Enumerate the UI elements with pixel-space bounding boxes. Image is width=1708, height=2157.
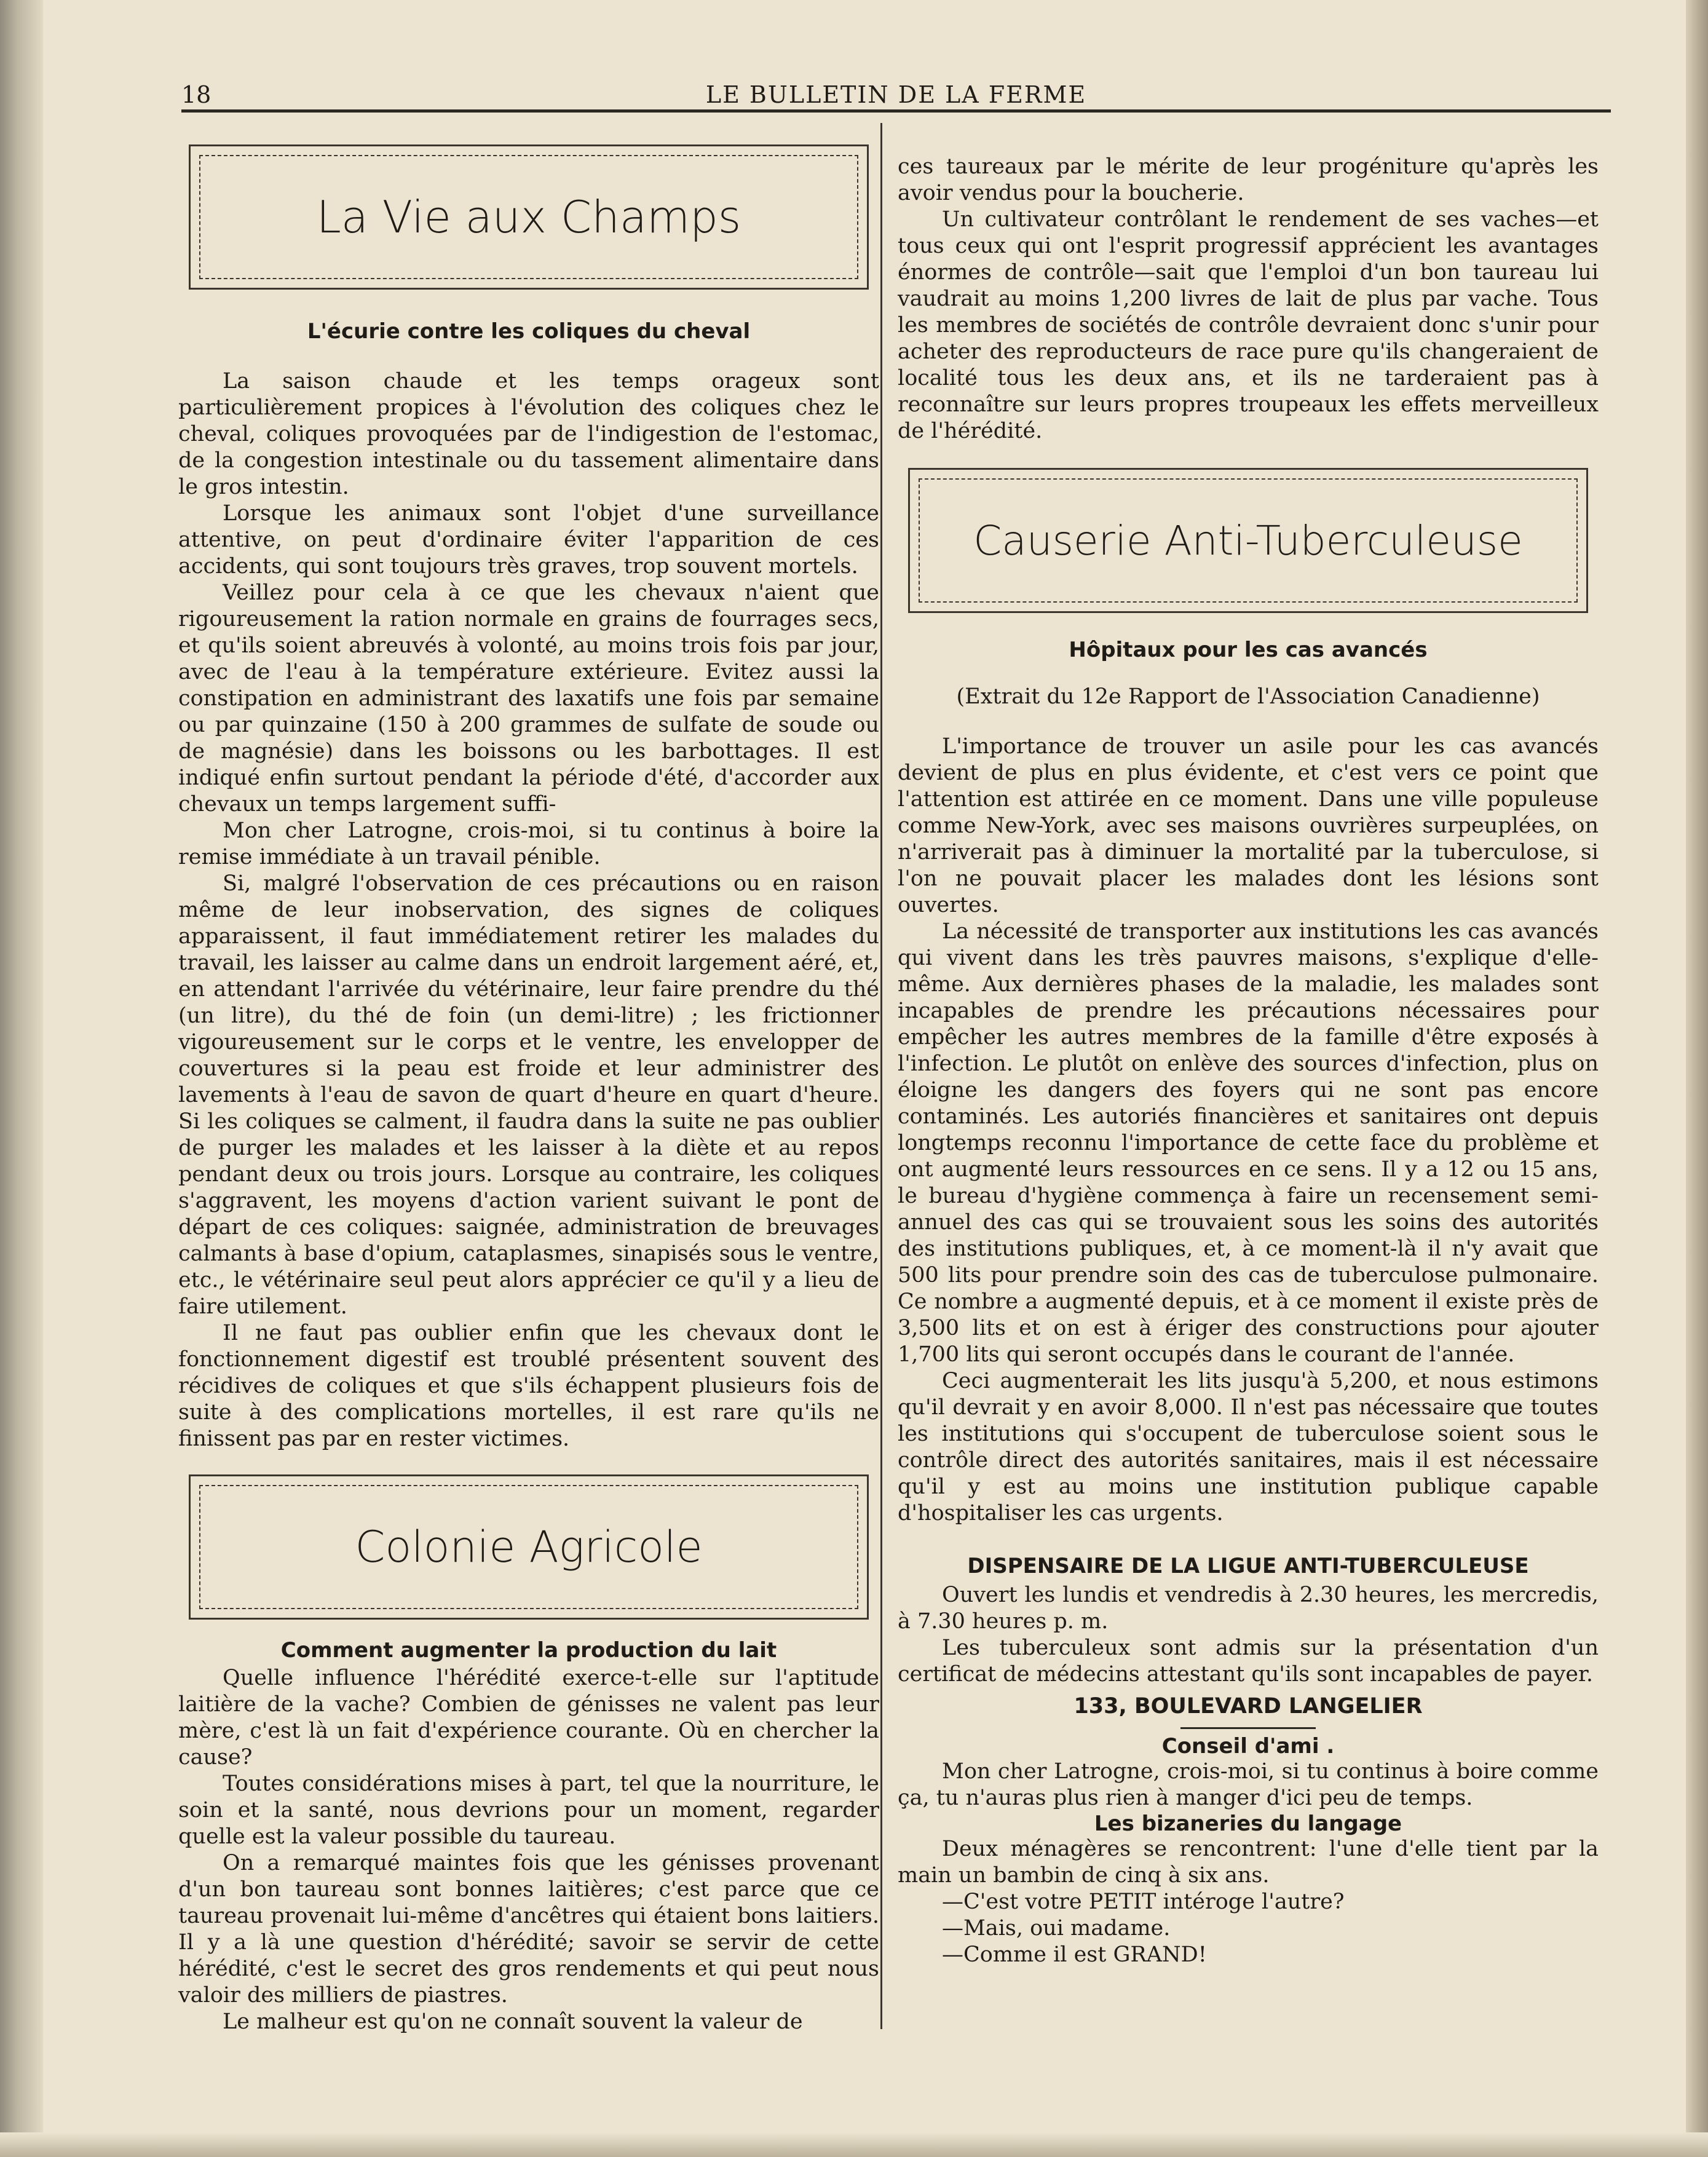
page-header (181, 74, 1611, 108)
article-paragraph: Quelle influence l'hérédité exerce-t-elle sur l'aptitude laitière de la vache? Combien de génisses ne valent pas leur mère, c'est là un fait d'expérience courante. Où en chercher la cause? (178, 1666, 879, 1770)
page-binding-shadow (0, 0, 43, 2157)
article-paragraph: ces taureaux par le mérite de leur progéniture qu'après les avoir vendus pour la boucherie. (898, 154, 1599, 205)
page-number: 18 (181, 81, 212, 108)
page-bottom-edge (0, 2132, 1708, 2157)
separator-rule (1180, 1727, 1316, 1729)
section-title: Causerie Anti-Tuberculeuse (973, 516, 1523, 564)
conseil-text: Mon cher Latrogne, crois-moi, si tu continus à boire comme ça, tu n'auras plus rien à manger d'ici peu de temps. (898, 1759, 1599, 1810)
dispensary-heading: DISPENSAIRE DE LA LIGUE ANTI-TUBERCULEUSE (967, 1554, 1529, 1578)
article-paragraph: L'importance de trouver un asile pour les cas avancés devient de plus en plus évidente, et c'est vers ce point que l'attention est attirée en ce moment. Dans une ville populeuse comme New-York, avec ses maisons ouvrières surpeuplées, on n'arriverait pas à diminuer la mortalité par la tuberculose, si l'on ne pouvait placer les malades dont les lésions sont ouvertes. (898, 734, 1599, 917)
dialogue-line: —Comme il est GRAND! (942, 1942, 1207, 1967)
dialogue-line: —C'est votre PETIT intéroge l'autre? (942, 1890, 1345, 1914)
conseil-heading: Conseil d'ami . (1161, 1734, 1335, 1759)
article-heading: Hôpitaux pour les cas avancés (1069, 638, 1428, 662)
column-divider (880, 123, 882, 2029)
article-paragraph: Ceci augmenterait les lits jusqu'à 5,200, et nous estimons qu'il devrait y en avoir 8,000. Il n'est pas nécessaire que toutes les institutions qui s'occupent de tuberculose soient sous le contrôle direct des autorités sanitaires, mais il est nécessaire qu'il y est au moins une institution publique capable d'hospitaliser les cas urgents. (898, 1369, 1599, 1526)
header-rule (181, 109, 1611, 113)
article-paragraph: Un cultivateur contrôlant le rendement de ses vaches—et tous ceux qui ont l'esprit progressif apprécient les avantages énormes de contrôle—sait que l'emploi d'un bon taureau lui vaudrait au moins 1,200 livres de lait de plus par vache. Tous les membres de sociétés de contrôle devraient donc s'unir pour acheter des reproducteurs de race pure qu'ils changeraient de localité tous les deux ans, et ils ne tarderaient pas à reconnaître sur leurs propres troupeaux les effets merveilleux de l'hérédité. (898, 207, 1599, 443)
article-heading: L'écurie contre les coliques du cheval (307, 319, 751, 344)
article-paragraph: On a remarqué maintes fois que les génisses provenant d'un bon taureau sont bonnes laitières; c'est parce que ce taureau provenait lui-même d'ancêtres qui étaient bons laitiers. Il y a là une question d'hérédité; savoir se servir de cette hérédité, c'est le secret des gros rendements et qui peut nous valoir des milliers de piastres. (178, 1851, 879, 2008)
right-column (898, 154, 1599, 1968)
page-edge (1686, 0, 1708, 2157)
article-paragraph: Veillez pour cela à ce que les chevaux n'aient que rigoureusement la ration normale en grains de fourrages secs, et qu'ils soient abreuvés à volonté, au moins trois fois par jour, avec de l'eau à la température extérieure. Evitez aussi la constipation en administrant des laxatifs une fois par semaine ou par quinzaine (150 à 200 grammes de sulfate de soude ou de magnésie) dans les boissons ou les barbottages. Il est indiqué enfin surtout pendant la période d'été, d'accorder aux chevaux un temps largement suffi- (178, 580, 879, 817)
article-paragraph: Le malheur est qu'on ne connaît souvent la valeur de (223, 2009, 803, 2034)
bizarreries-text: Deux ménagères se rencontrent: l'une d'elle tient par la main un bambin de cinq à six ans. (898, 1837, 1599, 1888)
dispensary-address: 133, BOULEVARD LANGELIER (1073, 1694, 1423, 1719)
article-paragraph: La nécessité de transporter aux institutions les cas avancés qui vivent dans les très pauvres maisons, s'explique d'elle-même. Aux dernières phases de la maladie, les malades sont incapables de prendre les précautions nécessaires pour empêcher les autres membres de la famille d'être exposés à l'infection. Le plutôt on enlève des sources d'infection, plus on éloigne les dangers des foyers qui ne sont pas encore contaminés. Les autoriés financières et sanitaires ont depuis longtemps reconnu l'importance de cette face du problème et ont augmenté leurs ressources en ce sens. Il y a 12 ou 15 ans, le bureau d'hygiène commença à faire un recensement semi-annuel des cas qui se trouvaient sous les soins des autorités des institutions publiques, et, à ce moment-là il n'y avait que 500 lits pour prendre soin des cas de tuberculose pulmonaire. Ce nombre a augmenté depuis, et à ce moment il existe près de 3,500 lits et on est à ériger des constructions pour ajouter 1,700 lits qui seront occupés dans le courant de l'année. (898, 919, 1599, 1367)
article-paragraph: La saison chaude et les temps orageux sont particulièrement propices à l'évolution des coliques chez le cheval, coliques provoquées par de l'indigestion de l'estomac, de la congestion intestinale ou du tassement alimentaire dans le gros intestin. (178, 369, 879, 499)
article-paragraph: Mon cher Latrogne, crois-moi, si tu continus à boire la remise immédiate à un travail pénible. (178, 818, 879, 869)
dispensary-paragraph: Les tuberculeux sont admis sur la présentation d'un certificat de médecins attestant qu'ils sont incapables de payer. (898, 1636, 1599, 1687)
section-title: Colonie Agricole (355, 1522, 703, 1572)
article-source: (Extrait du 12e Rapport de l'Association Canadienne) (956, 684, 1540, 709)
section-title-box (908, 468, 1588, 613)
dialogue-line: —Mais, oui madame. (942, 1916, 1171, 1941)
section-title-box (189, 144, 869, 290)
running-head: LE BULLETIN DE LA FERME (705, 81, 1087, 108)
article-paragraph: Toutes considérations mises à part, tel que la nourriture, le soin et la santé, nous devrions pour un moment, regarder quelle est la valeur possible du taureau. (178, 1771, 879, 1849)
article-paragraph: Si, malgré l'observation de ces précautions ou en raison même de leur inobservation, des signes de coliques apparaissent, il faut immédiatement retirer les malades du travail, les laisser au calme dans un endroit largement aéré, et, en attendant l'arrivée du vétérinaire, leur faire prendre du thé (un litre), du thé de foin (un demi-litre) ; les frictionner vigoureusement sur le corps et le ventre, les envelopper de couvertures si la peau est froide et leur administrer des lavements à l'eau de savon de quart d'heure en quart d'heure. Si les coliques se calment, il faudra dans la suite ne pas oublier de purger les malades et les laisser à la diète et au repos pendant deux ou trois jours. Lorsque au contraire, les coliques s'aggravent, les moyens d'action varient suivant le pont de départ de ces coliques: saignée, administration de breuvages calmants à base d'opium, cataplasmes, sinapisés sous le ventre, etc., le vétérinaire seul peut alors apprécier ce qu'il y a lieu de faire utilement. (178, 871, 879, 1319)
article-paragraph: Il ne faut pas oublier enfin que les chevaux dont le fonctionnement digestif est troublé présentent souvent des récidives de coliques et que s'ils échappent plusieurs fois de suite à des complications mortelles, il est rare qu'ils ne finissent pas par en rester victimes. (178, 1321, 879, 1451)
section-title: La Vie aux Champs (316, 191, 741, 243)
article-heading: Comment augmenter la production du lait (280, 1638, 777, 1663)
bizarreries-heading: Les bizaneries du langage (1094, 1811, 1402, 1836)
dispensary-paragraph: Ouvert les lundis et vendredis à 2.30 heures, les mercredis, à 7.30 heures p. m. (898, 1583, 1599, 1634)
section-title-box (189, 1474, 869, 1620)
left-column (178, 138, 879, 2035)
article-paragraph: Lorsque les animaux sont l'objet d'une surveillance attentive, on peut d'ordinaire éviter l'apparition de ces accidents, qui sont toujours très graves, trop souvent mortels. (178, 501, 879, 579)
